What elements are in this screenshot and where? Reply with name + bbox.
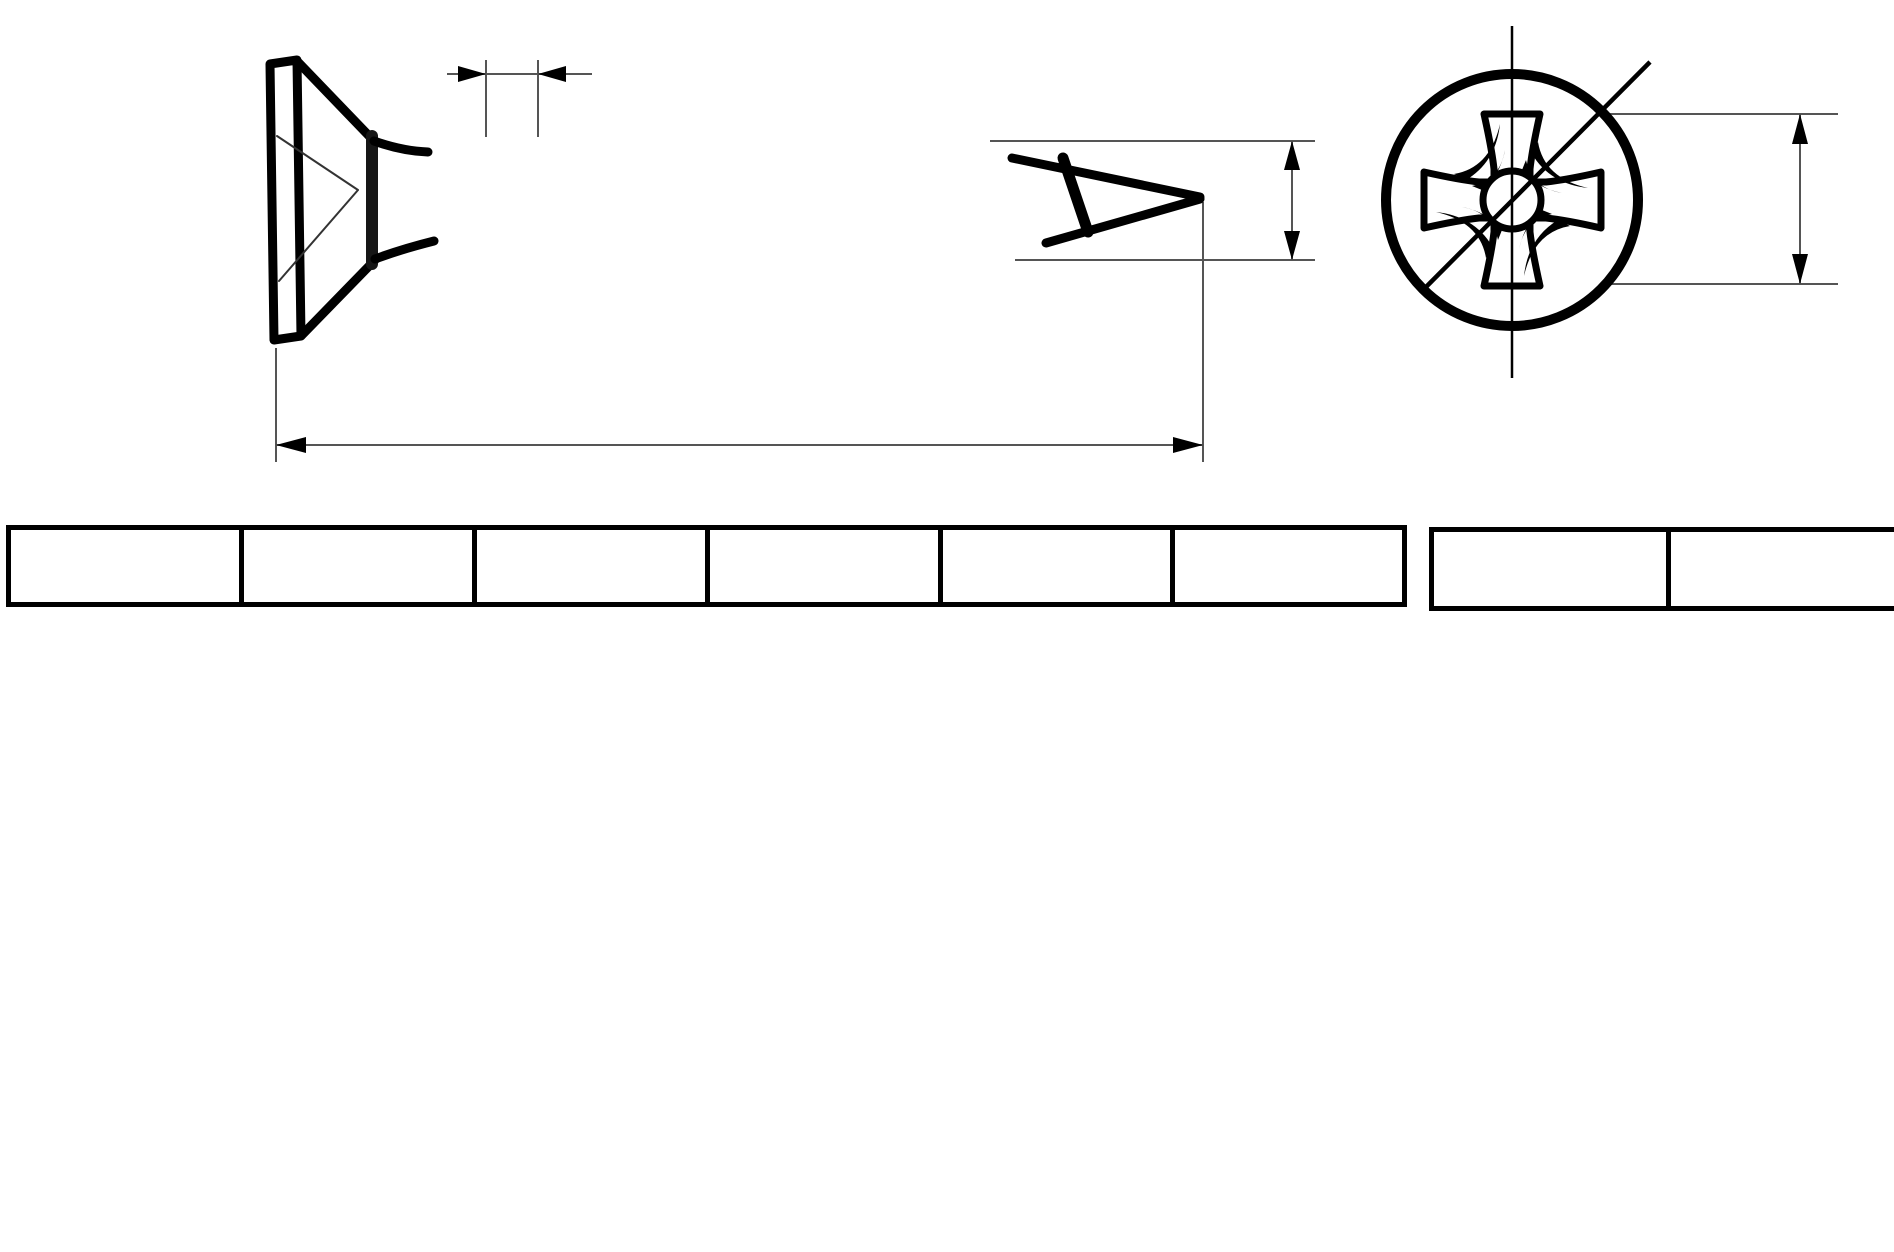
col-header-m [941, 528, 1173, 605]
screw-head-cone-top [297, 61, 373, 140]
technical-drawing [0, 0, 1894, 520]
screw-head-cone-bottom [301, 260, 375, 336]
col-header-length [1432, 530, 1669, 609]
col-header-d [475, 528, 708, 605]
screw-head-face [270, 60, 301, 340]
screw-head-front-view [1386, 26, 1650, 378]
header-row [1432, 530, 1894, 609]
col-header-dnom [9, 528, 242, 605]
screw-tip [1012, 158, 1200, 243]
col-header-tolerance [1669, 530, 1894, 609]
col-header-p [708, 528, 941, 605]
screw-dimensions-table [6, 525, 1407, 607]
col-header-a [242, 528, 475, 605]
screw-neck-bottom [375, 241, 434, 259]
screw-side-view [270, 60, 1200, 340]
screw-neck-top [374, 141, 428, 152]
col-header-pz [1173, 528, 1405, 605]
length-tolerance-table [1429, 527, 1894, 611]
header-row [9, 528, 1405, 605]
